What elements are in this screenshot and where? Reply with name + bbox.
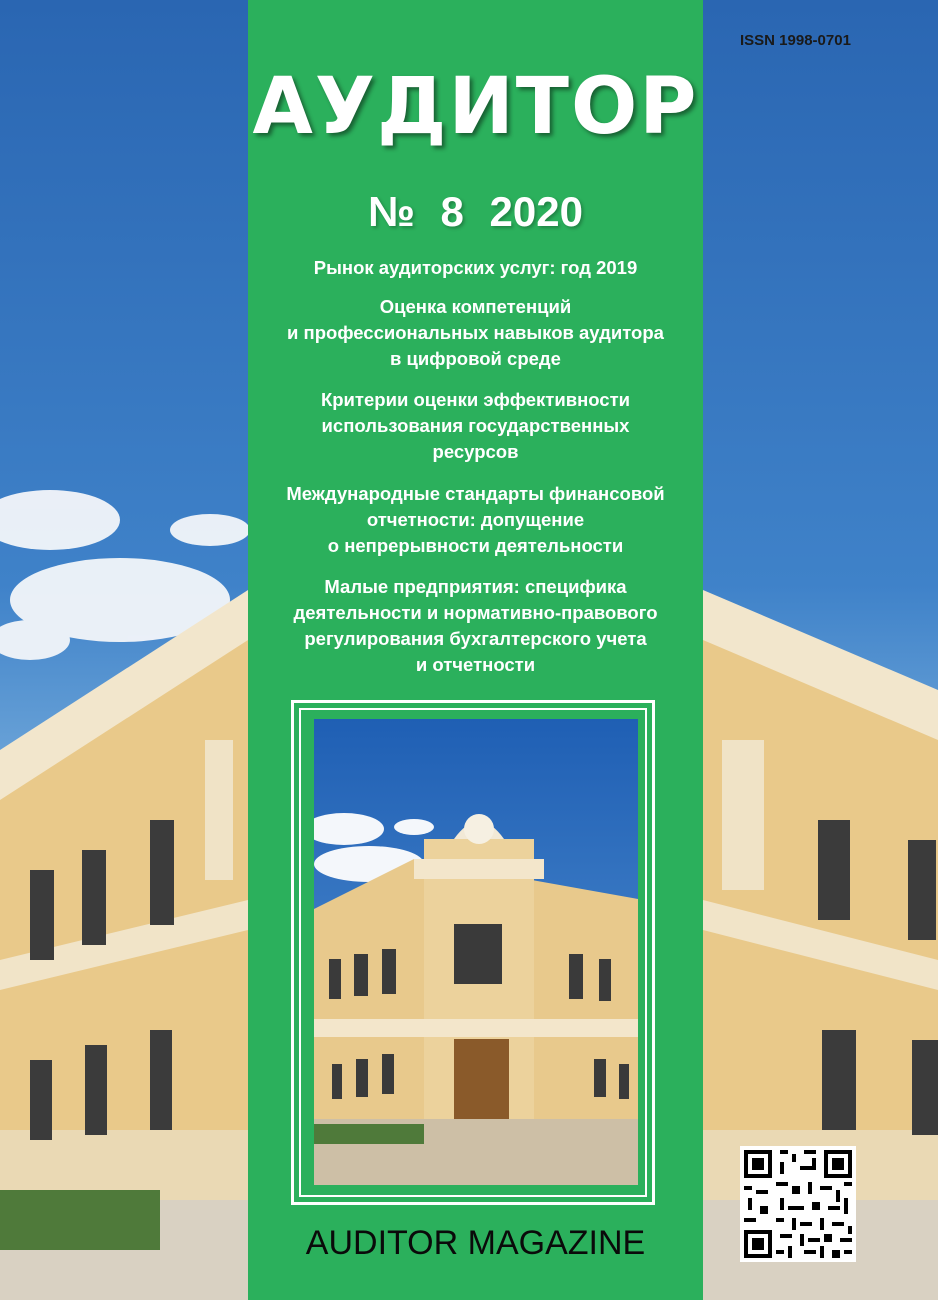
- green-cover-panel: [248, 0, 703, 1300]
- right-building: [703, 590, 938, 1210]
- footer-brand-magazine: MAGAZINE: [467, 1224, 646, 1262]
- magazine-masthead: АУДИТОР: [252, 62, 699, 152]
- headline-2: Оценка компетенций и профессиональных навыков аудитора в цифровой среде: [287, 296, 664, 369]
- headline-1: Рынок аудиторских услуг: год 2019: [313, 257, 638, 278]
- headline-4: Международные стандарты финансовой отчетности: допущение о непрерывности деятельности: [286, 483, 665, 556]
- building-photo: [314, 719, 638, 1185]
- issn-label: ISSN 1998-0701: [740, 32, 851, 49]
- footer-brand-auditor: AUDITOR: [305, 1224, 468, 1262]
- issue-number: № 8 2020: [368, 188, 583, 235]
- headline-5: Малые предприятия: специфика деятельности и нормативно-правового регулирования бухгалтерского учета и отчетности: [293, 576, 658, 675]
- qr-code[interactable]: [740, 1146, 856, 1262]
- headline-3: Критерии оценки эффективности использования государственных ресурсов: [320, 389, 631, 462]
- footer-brand: [248, 1224, 703, 1263]
